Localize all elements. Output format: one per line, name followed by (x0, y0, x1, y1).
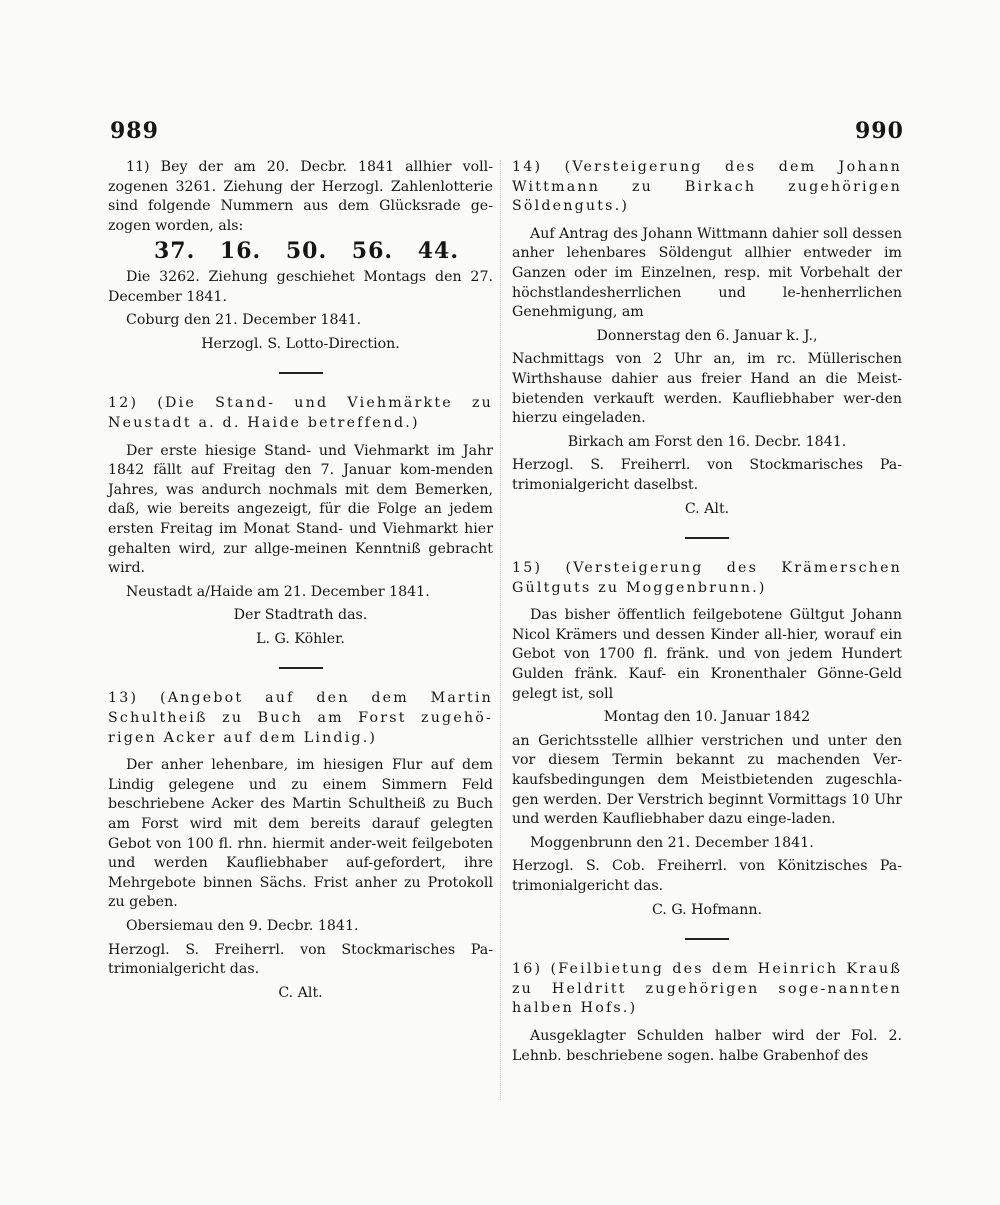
right-column (512, 158, 902, 1066)
notice-13-signature-court: Herzogl. S. Freiherrl. von Stockmarisches Pa-trimonialgericht das. (108, 941, 493, 978)
notice-14-heading: 14) (Versteigerung des dem Johann Wittmann zu Birkach zugehörigen Söldenguts.) (512, 159, 902, 215)
notice-14-text: Auf Antrag des Johann Wittmann dahier soll dessen anher lehenbares Söldengut allhier entweder im Ganzen oder im Einzelnen, resp. mit Vorbehalt der höchstlandesherrlichen und le-henherrlichen Genehmigung, am (512, 225, 902, 321)
separator-rule (685, 537, 729, 539)
notice-13-text: Der anher lehenbare, im hiesigen Flur auf dem Lindig gelegene und zu einem Simmern Feld beschriebene Acker des Martin Schultheiß zu Buch am Forst wird mit dem bereits darauf gelegten Gebot von 100 fl. rhn. hiermit ander-weit feilgeboten und werden Kaufliebhaber auf-gefordert, ihre Mehrgebote binnen Sächs. Frist anher zu Protokoll zu geben. (108, 757, 493, 911)
right-page-number: 990 (855, 118, 904, 144)
notice-11-text: 11) Bey der am 20. Decbr. 1841 allhier voll-zogenen 3261. Ziehung der Herzogl. Zahlenlotterie sind folgende Nummern aus dem Glücksrade ge-zogen worden, als: (108, 159, 493, 234)
separator-rule (279, 667, 323, 669)
notice-15-text-cont: an Gerichtsstelle allhier verstrichen und unter den vor diesem Termin bekannt zu machenden Ver-kaufsbedingungen dem Meistbietenden zugeschla-gen werden. Der Verstrich beginnt Vormittags 10 Uhr und werden Kaufliebhaber dazu einge-laden. (512, 732, 902, 828)
notice-15-signature-name: C. G. Hofmann. (651, 901, 763, 918)
notice-15-signature-court: Herzogl. S. Cob. Freiherrl. von Könitzisches Pa-trimonialgericht das. (512, 858, 902, 894)
notice-14-text-cont: Nachmittags von 2 Uhr an, im rc. Müllerischen Wirthshause dahier aus freier Hand an die Meist-bietenden verkauft werden. Kaufliebhaber wer-den hierzu eingeladen. (512, 351, 902, 427)
notice-14-signature-court: Herzogl. S. Freiherrl. von Stockmarisches Pa-trimonialgericht daselbst. (512, 457, 902, 493)
notice-11-date: Coburg den 21. December 1841. (126, 312, 362, 329)
separator-rule (685, 938, 729, 940)
notice-13-signature-name: C. Alt. (278, 984, 323, 1001)
notice-12-signature-office: Der Stadtrath das. (233, 607, 368, 624)
column-divider (500, 160, 511, 1100)
notice-15-auction-day: Montag den 10. Januar 1842 (603, 709, 811, 726)
notice-15-date: Moggenbrunn den 21. December 1841. (530, 834, 814, 851)
left-page-number: 989 (110, 118, 159, 144)
notice-13-heading: 13) (Angebot auf den dem Martin Schultheiß zu Buch am Forst zugehö-rigen Acker auf dem Lindig.) (108, 690, 493, 746)
notice-12-date: Neustadt a/Haide am 21. December 1841. (126, 583, 430, 600)
notice-15-text: Das bisher öffentlich feilgebotene Gültgut Johann Nicol Krämers und dessen Kinder all-hier, worauf ein Gebot von 1700 fl. fränk. und von jedem Hundert Gulden fränk. Kauf- ein Kronenthaler Gönne-Geld gelegt ist, soll (512, 607, 902, 702)
separator-rule (279, 372, 323, 374)
notice-14-auction-day: Donnerstag den 6. Januar k. J., (596, 327, 818, 344)
notice-16-heading: 16) (Feilbietung des dem Heinrich Krauß zu Heldritt zugehörigen soge-nannten halben Hofs.) (512, 961, 902, 1017)
notice-13-date: Obersiemau den 9. Decbr. 1841. (126, 918, 359, 934)
notice-12-heading: 12) (Die Stand- und Viehmärkte zu Neustadt a. d. Haide betreffend.) (108, 395, 493, 431)
notice-12-text: Der erste hiesige Stand- und Viehmarkt im Jahr 1842 fällt auf Freitag den 7. Januar kom-menden Jahres, was andurch nochmals mit dem Bemerken, daß, wie bereits angezeigt, für die Folge an jedem ersten Freitag im Monat Stand- und Viehmarkt hier gehalten wird, zur allge-meinen Kenntniß gebracht wird. (108, 442, 493, 577)
notice-11-signature: Herzogl. S. Lotto-Direction. (201, 335, 400, 352)
notice-11-next-draw: Die 3262. Ziehung geschiehet Montags den 27. December 1841. (108, 268, 493, 305)
notice-14-date: Birkach am Forst den 16. Decbr. 1841. (567, 433, 847, 450)
lottery-numbers: 37. 16. 50. 56. 44. (154, 238, 460, 265)
left-column (108, 158, 493, 1007)
notice-15-heading: 15) (Versteigerung des Krämerschen Gültguts zu Moggenbrunn.) (512, 560, 902, 596)
notice-14-signature-name: C. Alt. (684, 500, 730, 517)
notice-16-text: Ausgeklagter Schulden halber wird der Fol. 2. Lehnb. beschriebene sogen. halbe Grabenhof des (512, 1027, 902, 1064)
notice-12-signature-name: L. G. Köhler. (256, 630, 345, 647)
